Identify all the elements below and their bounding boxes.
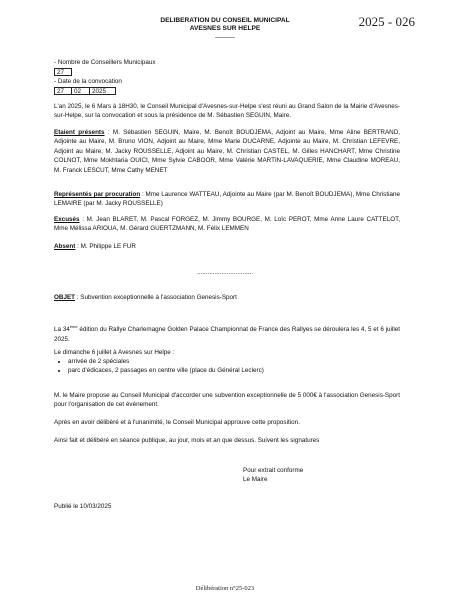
sunday-paragraph: Le dimanche 6 juillet à Avesnes sur Helpe : <box>54 349 175 356</box>
councillors-count-value: 27 <box>54 68 72 76</box>
published-date: Publié le 10/03/2025 <box>54 503 112 510</box>
convocation-date-label: - Date de la convocation <box>54 78 122 85</box>
rallye-text-start: La 34 <box>54 326 70 334</box>
title-line-2: AVESNES SUR HELPE <box>189 25 261 33</box>
presents-label: Etaient présents <box>54 129 105 136</box>
councillors-count-label: - Nombre de Conseillers Municipaux <box>54 59 156 66</box>
decision-paragraph: Après en avoir délibéré et à l'unanimité, le Conseil Municipal approuve cette proposition. <box>54 419 300 426</box>
page-footer: Délibération n°25-023 <box>195 585 255 592</box>
date-year: 2025 <box>90 87 116 95</box>
excuses-label: Excusés <box>54 216 80 223</box>
intro-paragraph: L'an 2025, le 6 Mars à 18H30, le Conseil Municipal d'Avesnes-sur-Helpe s'est réuni au Grand Salon de la Mairie d'Avesnes-sur-Helpe, sur la convocation et sous la présidence de M. Sébastien SEGUIN, Maire. <box>54 103 400 120</box>
objet-paragraph <box>54 293 400 302</box>
bullet-item: • parc d'édicaces, 2 passages en centre ville (place du Général Leclerc) <box>68 366 400 375</box>
reference-number: 2025 - 026 <box>358 14 415 29</box>
bullet-item: • arrivée de 2 spéciales <box>68 357 400 366</box>
title-rule: ——— <box>215 33 235 41</box>
signature-line-1: Pour extrait conforme <box>243 467 304 474</box>
proposal-paragraph: M. le Maire propose au Conseil Municipal d'accorder une subvention exceptionnelle de 5 000€ à l'association Genesis-Sport pour l'organisation de cet évènement. <box>54 392 400 409</box>
rallye-ordinal: ème <box>69 324 78 329</box>
separator-dots: ................................ <box>197 269 253 276</box>
procuration-label: Représentés par procuration <box>54 191 141 198</box>
excuses-text: : M. Jean BLARET, M. Pascal FORGEZ, M. Jimmy BOURGE, M. Loïc PEROT, Mme Anne Laure CATTELOT, Mme Mélissa ARIOUA, M. Gérard GUERTZMANN, M. Félix LEMMEN <box>54 216 400 233</box>
title-line-1: DELIBERATION DU CONSEIL MUNICIPAL <box>160 17 290 24</box>
presents-text: : M. Sébastien SEGUIN, Maire, M. Benoît BOUDJEMA, Adjoint au Maire, Mme Aline BERTRAND, Adjointe au Maire, M. Bruno VION, Adjoint au Maire, Mme Marie DUCARNE, Adjointe au Maire, M. Christian LEFEVRE, Adjoint au Maire, M. Jacky ROUSSELLE, Adjoint au Maire, M. Christian CASTEL, M. Gilles HANCHART, Mme Christine COLNOT, Mme Mokhtaria OUICI, Mme Sylvie CABOOR, Mme Valérie MARTIN-LAVAQUERIE, Mme Claudine MOREAU, M. Franck LESCUT, Mme Cathy MENET <box>54 129 401 174</box>
rallye-text-end: édition du Rallye Charlemagne Golden Palace Championnat de France des Rallyes se déroulera les 4, 5 et 6 juillet 2025. <box>54 326 400 343</box>
excuses-paragraph <box>54 215 400 234</box>
convocation-date-box <box>54 87 116 95</box>
procuration-text: : Mme Laurence WATTEAU, Adjointe au Maire (par M. Benoît BOUDJEMA), Mme Christiane LEMAIRE (par M. Jacky ROUSSELLE) <box>54 191 400 208</box>
date-day: 27 <box>54 87 72 95</box>
absent-text: : M. Philippe LE FUR <box>75 243 136 250</box>
procuration-paragraph <box>54 190 400 209</box>
signature-block <box>243 466 303 484</box>
date-month: 02 <box>72 87 90 95</box>
rallye-paragraph <box>54 322 400 344</box>
closing-paragraph: Ainsi fait et délibéré en séance publique, au jour, mois et an que dessus. Suivent les signatures <box>54 437 320 444</box>
signature-line-2: Le Maire <box>243 476 268 483</box>
objet-label: OBJET <box>54 294 75 301</box>
objet-text: : Subvention exceptionnelle à l'association Genesis-Sport <box>75 294 237 301</box>
absent-paragraph <box>54 242 400 251</box>
event-bullet-list <box>54 357 400 375</box>
presents-paragraph <box>54 128 400 175</box>
absent-label: Absent <box>54 243 76 250</box>
councillors-count-box <box>54 68 72 76</box>
